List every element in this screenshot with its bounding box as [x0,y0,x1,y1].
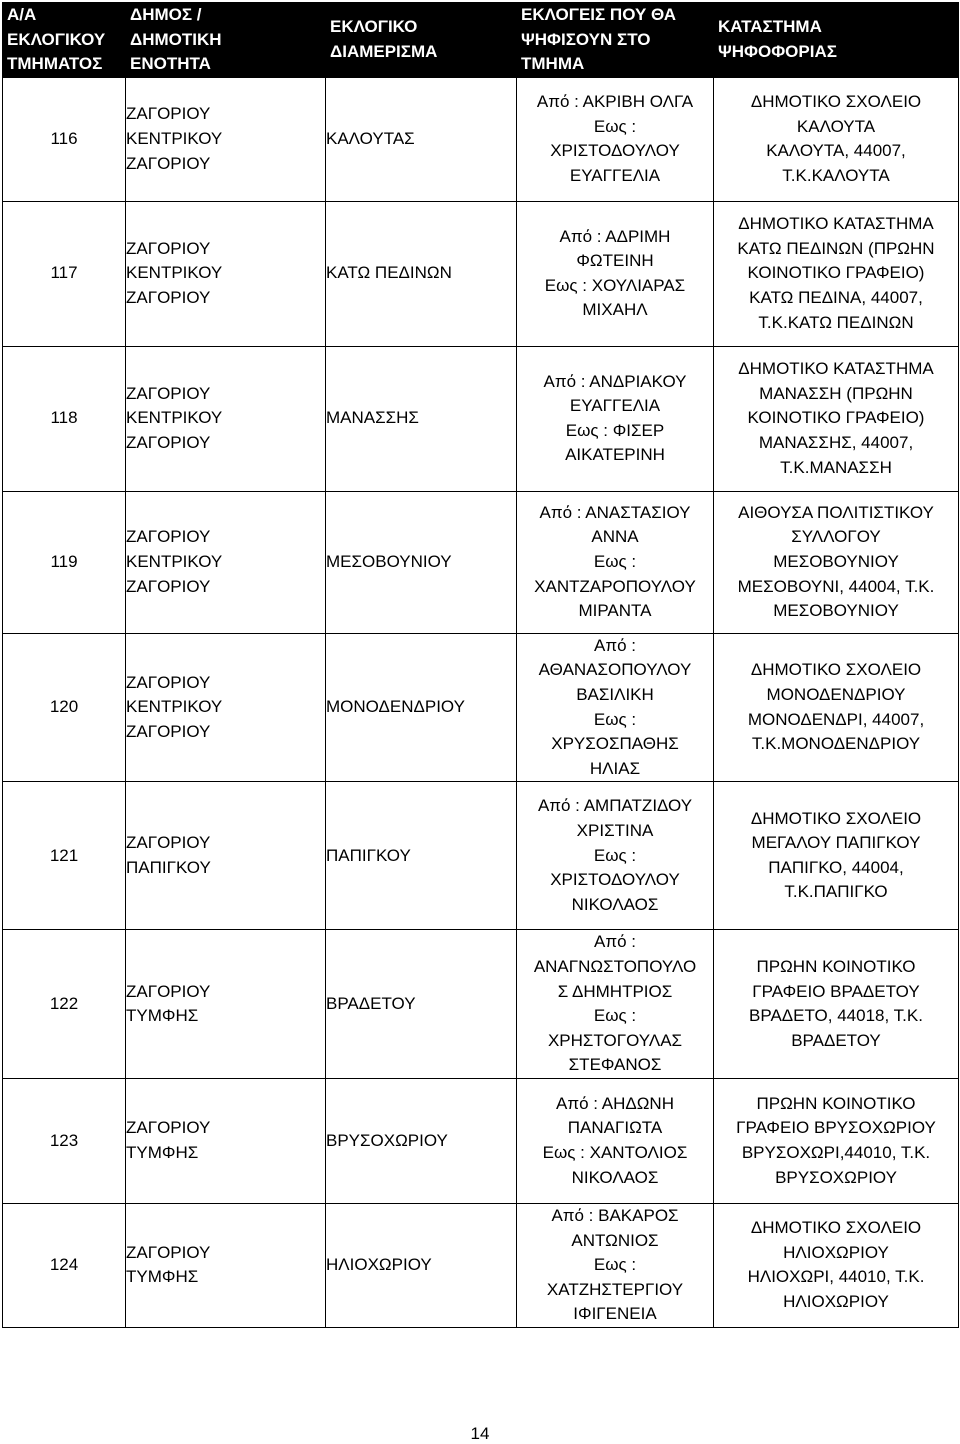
voters-line: Εως : ΦΙΣΕΡ [565,420,665,440]
municipality-line: ΤΥΜΦΗΣ [126,1006,199,1026]
polling-station-line: Τ.Κ.ΜΟΝΟΔΕΝΔΡΙΟΥ [751,734,921,754]
voters-line: Εως : [593,845,637,865]
polling-station-line: ΑΙΘΟΥΣΑ ΠΟΛΙΤΙΣΤΙΚΟΥ [738,502,934,522]
voters-line: ΙΦΙΓΕΝΕΙΑ [573,1304,657,1324]
polling-station-line: ΚΑΛΟΥΤΑ, 44007, [766,141,906,161]
header-line: ΔΗΜΟΤΙΚΗ [130,29,222,49]
voters-line: Από : ΑΜΠΑΤΖΙΔΟΥ [537,796,693,816]
polling-station-line: ΚΑΛΟΥΤΑ [796,116,876,136]
municipality-line: ΠΑΠΙΓΚΟΥ [126,857,211,877]
voters-line: ΧΡΙΣΤΟΔΟΥΛΟΥ [550,870,680,890]
polling-station-line: ΜΕΓΑΛΟΥ ΠΑΠΙΓΚΟΥ [751,833,921,853]
polling-station-line: ΣΥΛΛΟΓΟΥ [791,527,881,547]
municipality-line: ΤΥΜΦΗΣ [126,1142,199,1162]
municipality-line: ΖΑΓΟΡΙΟΥ [126,672,211,692]
table-row [3,201,959,346]
polling-station-line: ΜΑΝΑΣΣΗ (ΠΡΩΗΝ [759,383,913,403]
municipality-cell [126,1078,326,1203]
voters-line: ΝΙΚΟΛΑΟΣ [571,894,659,914]
municipality-cell [126,782,326,930]
voters-line: ΣΤΕΦΑΝΟΣ [568,1055,662,1075]
page-number: 14 [470,1424,490,1443]
section-number: 124 [3,1203,126,1327]
section-number: 122 [3,930,126,1079]
voters-line: Από : ΑΚΡΙΒΗ ΟΛΓΑ [536,92,694,112]
polling-station-line: Τ.Κ.ΜΑΝΑΣΣΗ [780,457,892,477]
voters-line: ΕΥΑΓΓΕΛΙΑ [569,165,661,185]
municipality-line: ΚΕΝΤΡΙΚΟΥ [126,263,223,283]
district-line: ΗΛΙΟΧΩΡΙΟΥ [326,1255,432,1275]
district-cell [326,77,517,201]
voters-line: ΑΙΚΑΤΕΡΙΝΗ [565,445,665,465]
municipality-line: ΖΑΓΟΡΙΟΥ [126,1242,211,1262]
polling-station-line: ΔΗΜΟΤΙΚΟ ΚΑΤΑΣΤΗΜΑ [738,214,934,234]
polling-station-line: ΚΑΤΩ ΠΕΔΙΝΑ, 44007, [749,288,923,308]
polling-station-line: ΜΟΝΟΔΕΝΔΡΙ, 44007, [747,709,925,729]
municipality-cell [126,346,326,491]
table-row [3,1203,959,1327]
voters-line: Εως : [593,709,637,729]
voters-line: ΑΘΑΝΑΣΟΠΟΥΛΟΥ [538,660,692,680]
header-line: ΨΗΦΟΦΟΡΙΑΣ [718,41,837,61]
municipality-line: ΖΑΓΟΡΙΟΥ [126,981,211,1001]
district-line: ΒΡΥΣΟΧΩΡΙΟΥ [326,1130,448,1150]
voters-cell [517,1078,714,1203]
polling-station-line: ΗΛΙΟΧΩΡΙΟΥ [783,1242,889,1262]
polling-station-line: ΒΡΥΣΟΧΩΡΙ,44010, Τ.Κ. [741,1142,931,1162]
voters-cell [517,201,714,346]
voters-line: Από : [594,932,636,952]
municipality-line: ΖΑΓΟΡΙΟΥ [126,153,211,173]
municipality-cell [126,930,326,1079]
table-row [3,930,959,1079]
district-line: ΠΑΠΙΓΚΟΥ [326,845,411,865]
header-line: ΔΙΑΜΕΡΙΣΜΑ [330,41,438,61]
section-number: 120 [3,633,126,782]
municipality-cell [126,201,326,346]
polling-station-line: Τ.Κ.ΠΑΠΙΓΚΟ [784,882,888,902]
voters-line: ΧΡΗΣΤΟΓΟΥΛΑΣ [547,1030,683,1050]
voters-line: Σ ΔΗΜΗΤΡΙΟΣ [557,981,673,1001]
polling-station-cell [714,201,959,346]
table-row [3,633,959,782]
polling-station-line: Τ.Κ.ΚΑΤΩ ΠΕΔΙΝΩΝ [758,312,914,332]
section-number: 116 [3,77,126,201]
municipality-line: ΖΑΓΟΡΙΟΥ [126,238,211,258]
voters-line: ΜΙΡΑΝΤΑ [578,601,652,621]
voters-line: ΕΥΑΓΓΕΛΙΑ [569,396,661,416]
voters-line: Από : ΑΔΡΙΜΗ [559,226,671,246]
municipality-line: ΖΑΓΟΡΙΟΥ [126,433,211,453]
section-number: 121 [3,782,126,930]
municipality-line: ΖΑΓΟΡΙΟΥ [126,576,211,596]
voters-line: Εως : [593,551,637,571]
voters-line: Εως : [593,116,637,136]
polling-station-line: ΠΑΠΙΓΚΟ, 44004, [768,857,904,877]
voters-cell [517,77,714,201]
table-row [3,77,959,201]
municipality-line: ΚΕΝΤΡΙΚΟΥ [126,697,223,717]
voters-line: ΑΝΤΩΝΙΟΣ [571,1230,659,1250]
municipality-line: ΤΥΜΦΗΣ [126,1267,199,1287]
district-cell [326,491,517,633]
voters-line: Εως : ΧΟΥΛΙΑΡΑΣ [544,275,686,295]
voters-line: ΑΝΝΑ [591,527,639,547]
polling-station-line: Τ.Κ.ΚΑΛΟΥΤΑ [782,165,890,185]
voters-line: ΠΑΝΑΓΙΩΤΑ [567,1118,663,1138]
polling-station-line: ΜΕΣΟΒΟΥΝΙΟΥ [773,601,899,621]
voters-line: Από : ΑΝΔΡΙΑΚΟΥ [543,371,687,391]
section-number: 123 [3,1078,126,1203]
polling-station-line: ΒΡΑΔΕΤΟ, 44018, Τ.Κ. [749,1006,923,1026]
voters-cell [517,930,714,1079]
municipality-line: ΚΕΝΤΡΙΚΟΥ [126,551,223,571]
municipality-line: ΖΑΓΟΡΙΟΥ [126,527,211,547]
table-row [3,346,959,491]
voters-line: Εως : [593,1006,637,1026]
municipality-line: ΖΑΓΟΡΙΟΥ [126,721,211,741]
municipality-line: ΚΕΝΤΡΙΚΟΥ [126,128,223,148]
polling-station-line: ΜΕΣΟΒΟΥΝΙ, 44004, Τ.Κ. [737,576,935,596]
voters-line: ΑΝΑΓΝΩΣΤΟΠΟΥΛΟ [533,956,697,976]
header-line: ΕΚΛΟΓΕΙΣ ΠΟΥ ΘΑ [521,5,677,24]
polling-station-line: ΜΑΝΑΣΣΗΣ, 44007, [758,433,914,453]
header-line: Α/Α [7,5,37,24]
voters-line: Εως : [593,1255,637,1275]
polling-station-line: ΒΡΑΔΕΤΟΥ [791,1030,881,1050]
voters-cell [517,633,714,782]
polling-station-line: ΚΟΙΝΟΤΙΚΟ ΓΡΑΦΕΙΟ) [747,263,925,283]
polling-station-line: ΜΟΝΟΔΕΝΔΡΙΟΥ [766,684,906,704]
header-line: ΔΗΜΟΣ / [130,5,202,24]
municipality-cell [126,1203,326,1327]
municipality-cell [126,633,326,782]
polling-station-line: ΓΡΑΦΕΙΟ ΒΡΥΣΟΧΩΡΙΟΥ [736,1118,936,1138]
header-voters [517,3,714,78]
voters-line: ΜΙΧΑΗΛ [582,300,648,320]
voters-line: ΦΩΤΕΙΝΗ [576,251,654,271]
polling-station-cell [714,633,959,782]
polling-station-cell [714,1203,959,1327]
polling-station-line: ΔΗΜΟΤΙΚΟ ΣΧΟΛΕΙΟ [750,92,922,112]
district-line: ΜΕΣΟΒΟΥΝΙΟΥ [326,551,452,571]
polling-station-line: ΚΟΙΝΟΤΙΚΟ ΓΡΑΦΕΙΟ) [747,408,925,428]
voters-line: Εως : ΧΑΝΤΟΛΙΟΣ [542,1142,688,1162]
polling-station-line: ΔΗΜΟΤΙΚΟ ΣΧΟΛΕΙΟ [750,660,922,680]
polling-stations-table [2,2,959,1328]
table-header-row [3,3,959,78]
header-line: ΤΜΗΜΑ [521,54,585,74]
district-line: ΒΡΑΔΕΤΟΥ [326,993,416,1013]
municipality-line: ΖΑΓΟΡΙΟΥ [126,288,211,308]
voters-line: ΧΑΝΤΖΑΡΟΠΟΥΛΟΥ [534,576,696,596]
voters-line: Από : [594,635,636,655]
voters-cell [517,346,714,491]
section-number: 118 [3,346,126,491]
voters-line: ΧΑΤΖΗΣΤΕΡΓΙΟΥ [546,1279,684,1299]
municipality-cell [126,491,326,633]
voters-line: ΗΛΙΑΣ [589,758,641,778]
polling-station-line: ΗΛΙΟΧΩΡΙΟΥ [783,1291,889,1311]
table-row [3,782,959,930]
voters-line: Από : ΑΝΑΣΤΑΣΙΟΥ [539,502,691,522]
district-cell [326,201,517,346]
voters-line: ΧΡΥΣΟΣΠΑΘΗΣ [551,734,679,754]
header-line: ΨΗΦΙΣΟΥΝ ΣΤΟ [521,29,651,49]
header-line: ΕΚΛΟΓΙΚΟΥ [7,29,106,49]
table-row [3,491,959,633]
district-line: ΚΑΤΩ ΠΕΔΙΝΩΝ [326,263,452,283]
polling-station-line: ΜΕΣΟΒΟΥΝΙΟΥ [773,551,899,571]
polling-station-cell [714,491,959,633]
polling-station-cell [714,930,959,1079]
header-district [326,3,517,78]
municipality-line: ΖΑΓΟΡΙΟΥ [126,383,211,403]
voters-line: ΧΡΙΣΤΟΔΟΥΛΟΥ [550,141,680,161]
voters-line: ΝΙΚΟΛΑΟΣ [571,1167,659,1187]
polling-station-cell [714,346,959,491]
district-cell [326,782,517,930]
polling-station-cell [714,782,959,930]
header-line: ΕΝΟΤΗΤΑ [130,54,211,74]
district-line: ΚΑΛΟΥΤΑΣ [326,128,415,148]
district-cell [326,930,517,1079]
polling-station-line: ΒΡΥΣΟΧΩΡΙΟΥ [775,1167,897,1187]
header-municipality [126,3,326,78]
voters-line: Από : ΒΑΚΑΡΟΣ [551,1205,679,1225]
voters-cell [517,1203,714,1327]
voters-cell [517,782,714,930]
polling-station-cell [714,1078,959,1203]
municipality-line: ΚΕΝΤΡΙΚΟΥ [126,408,223,428]
voters-cell [517,491,714,633]
voters-line: Από : ΑΗΔΩΝΗ [556,1093,674,1113]
voters-line: ΒΑΣΙΛΙΚΗ [576,684,654,704]
table-row [3,1078,959,1203]
polling-station-line: ΠΡΩΗΝ ΚΟΙΝΟΤΙΚΟ [756,956,916,976]
header-section-number [3,3,126,78]
section-number: 117 [3,201,126,346]
header-line: ΤΜΗΜΑΤΟΣ [7,54,103,74]
header-line: ΕΚΛΟΓΙΚΟ [330,17,418,37]
municipality-line: ΖΑΓΟΡΙΟΥ [126,833,211,853]
voters-line: ΧΡΙΣΤΙΝΑ [576,820,654,840]
polling-station-line: ΗΛΙΟΧΩΡΙ, 44010, Τ.Κ. [747,1267,925,1287]
municipality-line: ΖΑΓΟΡΙΟΥ [126,1118,211,1138]
polling-station-line: ΔΗΜΟΤΙΚΟ ΣΧΟΛΕΙΟ [750,1218,922,1238]
municipality-cell [126,77,326,201]
district-line: ΜΑΝΑΣΣΗΣ [326,408,419,428]
district-cell [326,346,517,491]
municipality-line: ΖΑΓΟΡΙΟΥ [126,104,211,124]
district-cell [326,1203,517,1327]
polling-station-cell [714,77,959,201]
header-line: ΚΑΤΑΣΤΗΜΑ [718,17,822,37]
header-polling-station [714,3,959,78]
polling-station-line: ΚΑΤΩ ΠΕΔΙΝΩΝ (ΠΡΩΗΝ [737,238,935,258]
polling-station-line: ΔΗΜΟΤΙΚΟ ΣΧΟΛΕΙΟ [750,808,922,828]
district-line: ΜΟΝΟΔΕΝΔΡΙΟΥ [326,697,465,717]
section-number: 119 [3,491,126,633]
polling-station-line: ΓΡΑΦΕΙΟ ΒΡΑΔΕΤΟΥ [752,981,920,1001]
polling-station-line: ΔΗΜΟΤΙΚΟ ΚΑΤΑΣΤΗΜΑ [738,359,934,379]
polling-station-line: ΠΡΩΗΝ ΚΟΙΝΟΤΙΚΟ [756,1093,916,1113]
district-cell [326,633,517,782]
district-cell [326,1078,517,1203]
